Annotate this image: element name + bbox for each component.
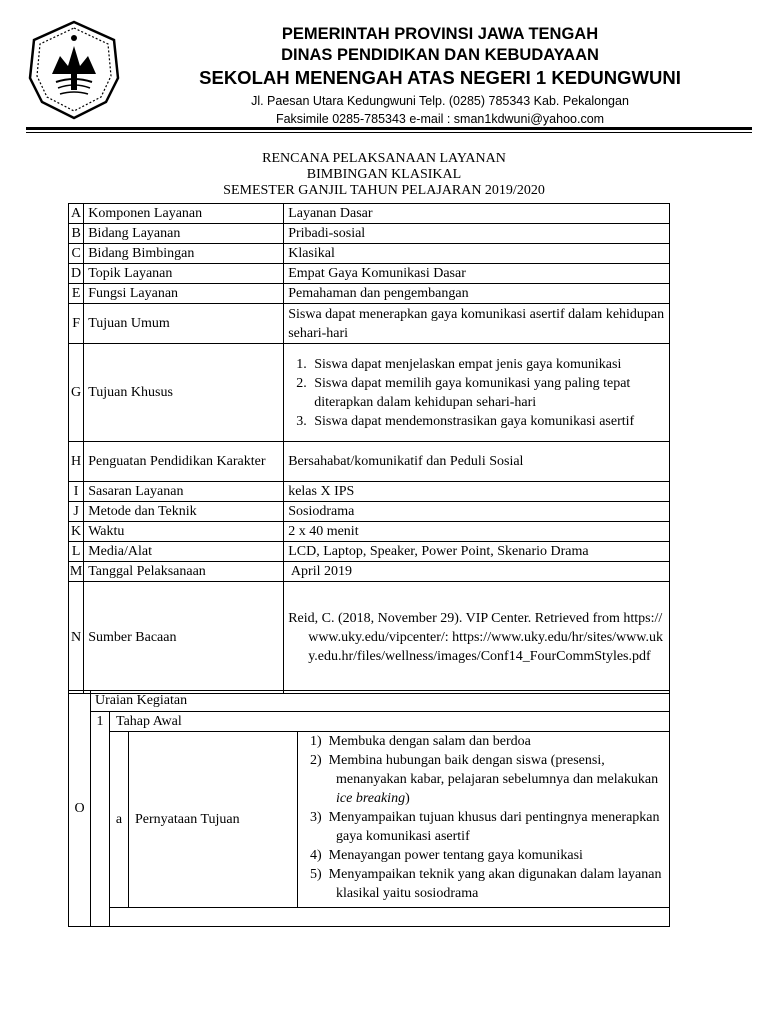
row-letter: G xyxy=(69,344,84,442)
table-row xyxy=(69,582,670,694)
row-label: Sumber Bacaan xyxy=(84,582,284,694)
row-letter: F xyxy=(69,304,84,344)
row-label: Tujuan Khusus xyxy=(84,344,284,442)
table-row xyxy=(69,344,670,442)
row-value: Sosiodrama xyxy=(284,502,670,522)
school-contact: Faksimile 0285-785343 e-mail : sman1kdwuni@yahoo.com xyxy=(275,112,605,126)
provincial-emblem-icon xyxy=(22,18,126,122)
title-line-1: RENCANA PELAKSANAAN LAYANAN xyxy=(262,151,506,166)
letterhead-thin-rule xyxy=(26,132,752,133)
row-label: Komponen Layanan xyxy=(84,204,284,224)
reference-citation: Reid, C. (2018, November 29). VIP Center. Retrieved from https://www.uky.edu/vipcenter/: https://www.uky.edu/hr/sites/www.uky.edu.hr/files/wellness/images/Conf14_FourCommStyles.pdf xyxy=(288,611,663,664)
opening-steps-list xyxy=(302,732,665,903)
row-label: Tanggal Pelaksanaan xyxy=(84,562,284,582)
row-label: Penguatan Pendidikan Karakter xyxy=(84,442,284,482)
table-row xyxy=(69,482,670,502)
row-value: Bersahabat/komunikatif dan Peduli Sosial xyxy=(284,442,670,482)
row-label: Bidang Layanan xyxy=(84,224,284,244)
school-name: SEKOLAH MENENGAH ATAS NEGERI 1 KEDUNGWUNI xyxy=(199,67,681,88)
row-label: Bidang Bimbingan xyxy=(84,244,284,264)
table-row xyxy=(69,244,670,264)
sub-label: Pernyataan Tujuan xyxy=(129,732,298,907)
list-item: 2. Siswa dapat memilih gaya komunikasi yang paling tepat diterapkan dalam kehidupan sehari-hari xyxy=(310,374,665,412)
table-row xyxy=(69,502,670,522)
letterhead xyxy=(150,24,730,128)
stage-number: 1 xyxy=(91,712,110,926)
row-value: Pemahaman dan pengembangan xyxy=(284,284,670,304)
row-label: Sasaran Layanan xyxy=(84,482,284,502)
row-letter: D xyxy=(69,264,84,284)
row-letter: I xyxy=(69,482,84,502)
row-value xyxy=(284,344,670,442)
specific-goals-list xyxy=(288,355,665,431)
row-letter: H xyxy=(69,442,84,482)
row-letter: A xyxy=(69,204,84,224)
row-letter: J xyxy=(69,502,84,522)
row-letter: C xyxy=(69,244,84,264)
sub-letter: a xyxy=(110,732,129,907)
row-value: Pribadi-sosial xyxy=(284,224,670,244)
list-item: 1. Siswa dapat menjelaskan empat jenis gaya komunikasi xyxy=(310,355,665,374)
row-label: Waktu xyxy=(84,522,284,542)
row-value: Empat Gaya Komunikasi Dasar xyxy=(284,264,670,284)
table-row xyxy=(69,224,670,244)
plan-table xyxy=(68,203,670,694)
row-value: Klasikal xyxy=(284,244,670,264)
table-row xyxy=(69,542,670,562)
list-item: 5) Menyampaikan teknik yang akan digunakan dalam layanan klasikal yaitu sosiodrama xyxy=(310,867,662,901)
row-value: Layanan Dasar xyxy=(284,204,670,224)
list-item: 3) Menyampaikan tujuan khusus dari pentingnya menerapkan gaya komunikasi asertif xyxy=(310,810,660,844)
table-row xyxy=(69,442,670,482)
row-label: Topik Layanan xyxy=(84,264,284,284)
row-label: Tujuan Umum xyxy=(84,304,284,344)
row-value: Siswa dapat menerapkan gaya komunikasi asertif dalam kehidupan sehari-hari xyxy=(284,304,670,344)
list-item: 3. Siswa dapat mendemonstrasikan gaya komunikasi asertif xyxy=(310,412,665,431)
row-letter: N xyxy=(69,582,84,694)
row-letter: E xyxy=(69,284,84,304)
row-letter: O xyxy=(69,691,91,927)
table-row xyxy=(69,304,670,344)
row-label: Fungsi Layanan xyxy=(84,284,284,304)
row-letter: L xyxy=(69,542,84,562)
table-row xyxy=(69,264,670,284)
row-value: 2 x 40 menit xyxy=(284,522,670,542)
title-line-2: BIMBINGAN KLASIKAL xyxy=(306,167,462,182)
table-row xyxy=(69,522,670,542)
school-address: Jl. Paesan Utara Kedungwuni Telp. (0285) 785343 Kab. Pekalongan xyxy=(251,94,629,108)
table-row xyxy=(69,284,670,304)
row-label: Media/Alat xyxy=(84,542,284,562)
stage-label: Tahap Awal xyxy=(110,712,669,732)
row-value: kelas X IPS xyxy=(284,482,670,502)
row-value: April 2019 xyxy=(284,562,670,582)
row-letter: K xyxy=(69,522,84,542)
list-item: 4) Menayangan power tentang gaya komunikasi xyxy=(310,848,583,863)
activity-heading: Uraian Kegiatan xyxy=(95,693,188,708)
table-row xyxy=(69,562,670,582)
table-row xyxy=(69,204,670,224)
list-item: 1) Membuka dengan salam dan berdoa xyxy=(310,734,531,749)
title-line-3: SEMESTER GANJIL TAHUN PELAJARAN 2019/2020 xyxy=(223,183,545,198)
row-label: Metode dan Teknik xyxy=(84,502,284,522)
activity-section xyxy=(68,690,670,927)
row-value: LCD, Laptop, Speaker, Power Point, Skenario Drama xyxy=(284,542,670,562)
row-letter: M xyxy=(69,562,84,582)
list-item: 2) Membina hubungan baik dengan siswa (presensi, menanyakan kabar, pelajaran sebelumnya dan melakukan ice breaking) xyxy=(310,753,659,806)
government-name: PEMERINTAH PROVINSI JAWA TENGAH xyxy=(281,25,599,43)
row-letter: B xyxy=(69,224,84,244)
document-title xyxy=(0,151,768,199)
letterhead-thick-rule xyxy=(26,127,752,130)
department-name: DINAS PENDIDIKAN DAN KEBUDAYAAN xyxy=(281,46,599,64)
